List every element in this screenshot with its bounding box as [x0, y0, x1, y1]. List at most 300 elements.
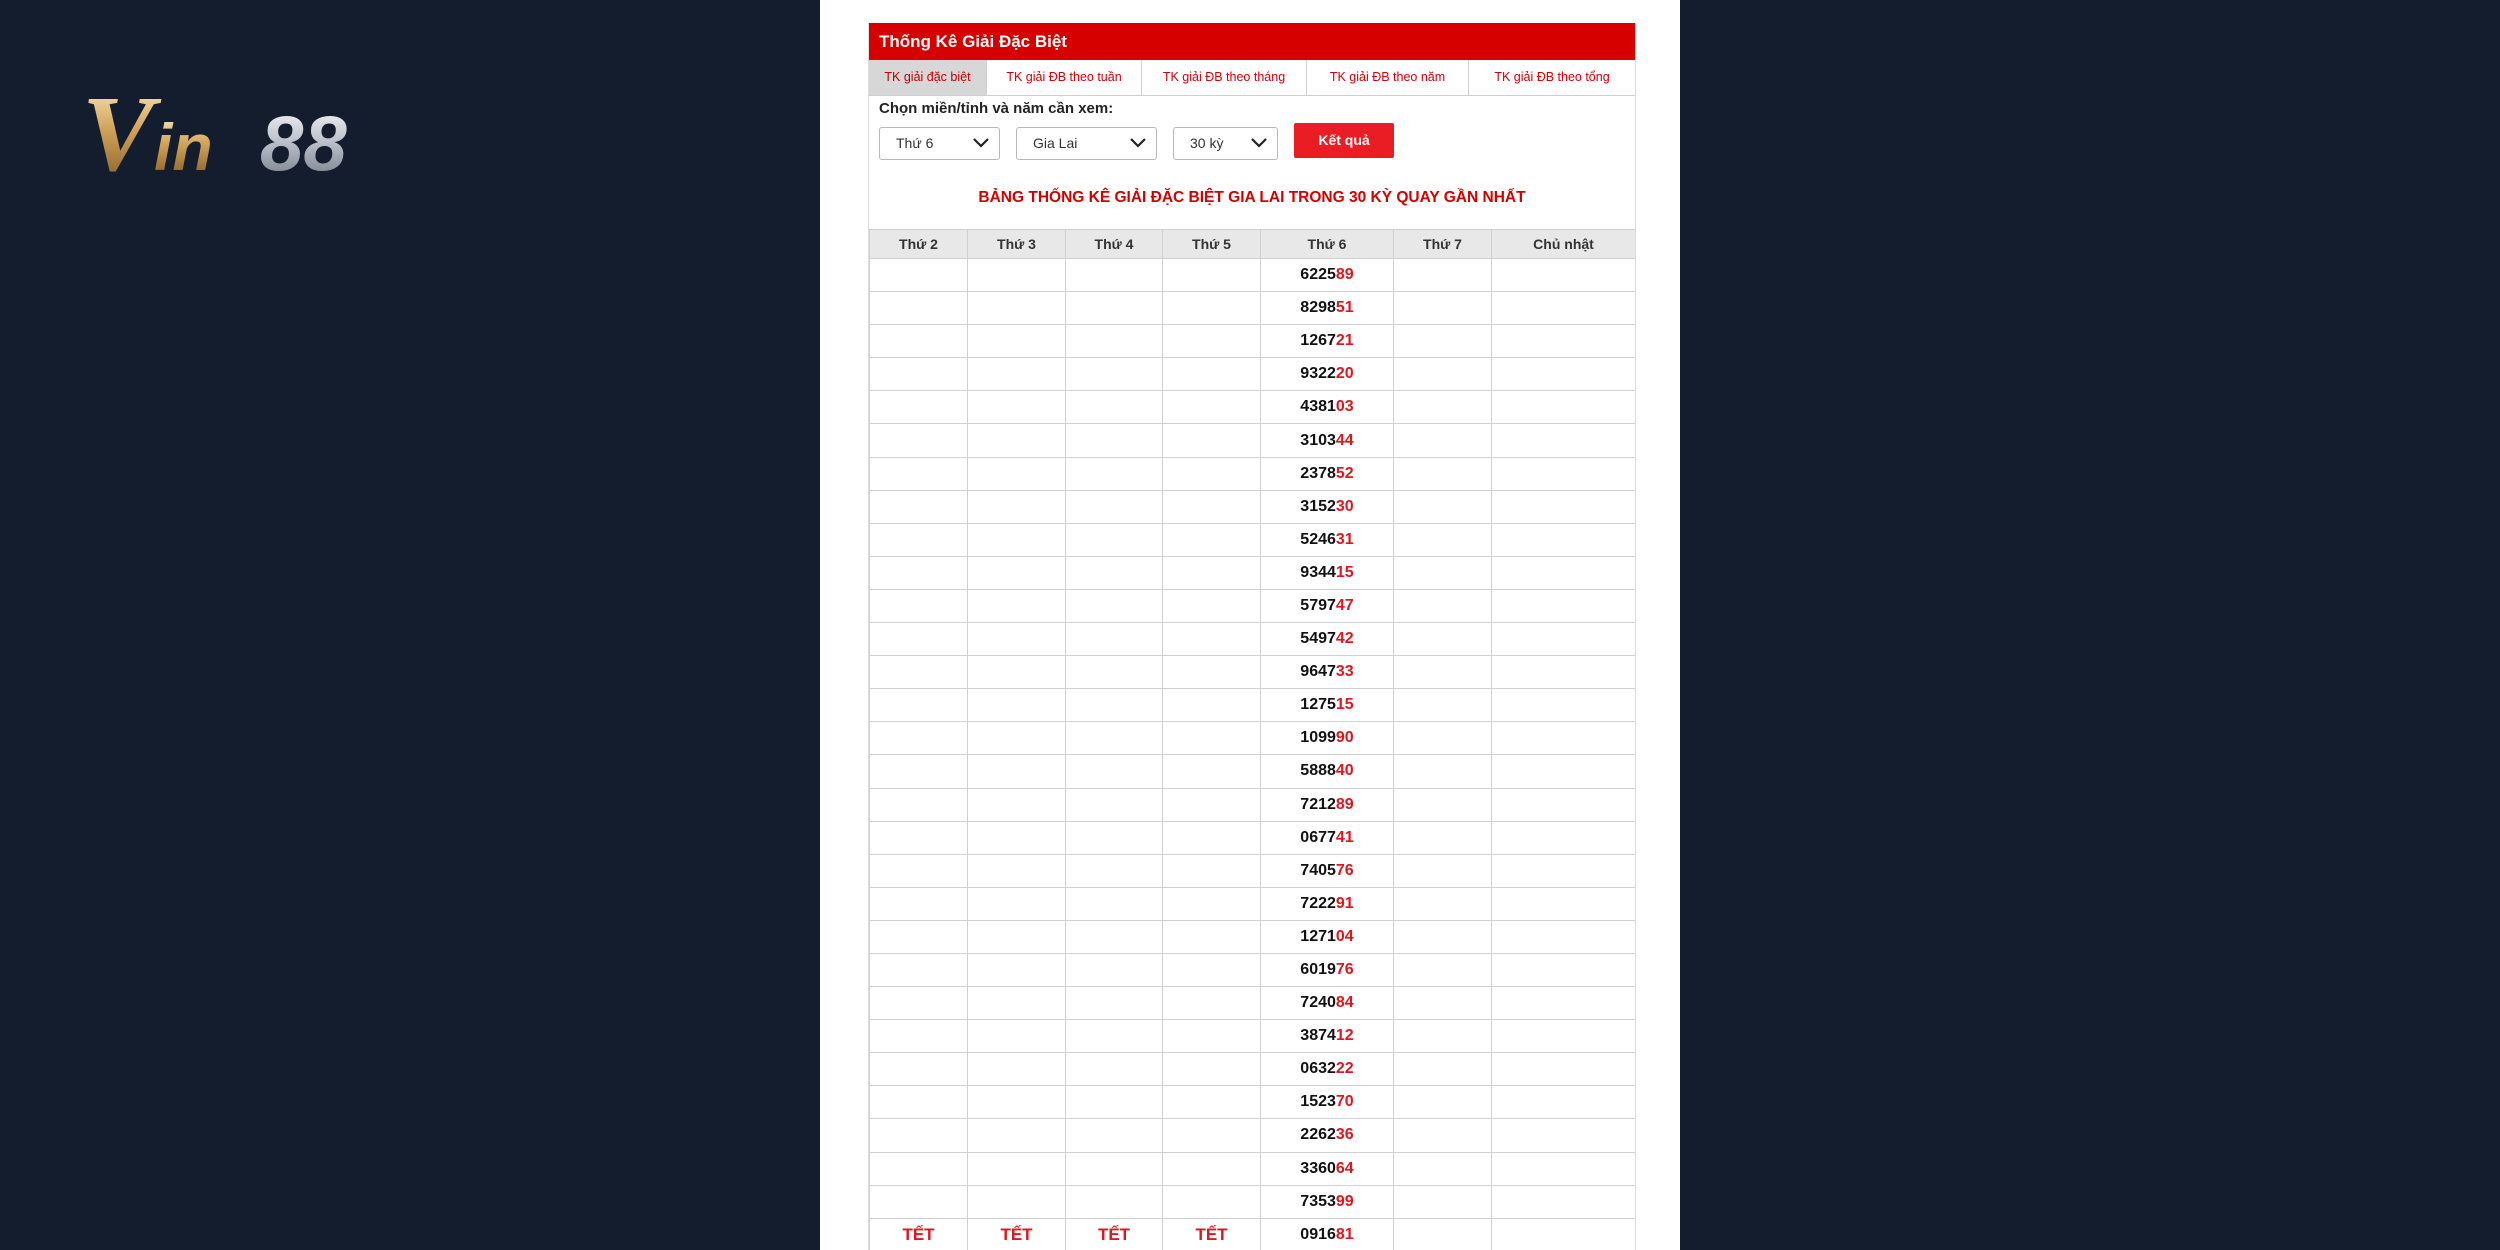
empty-cell [1163, 1086, 1261, 1119]
result-tail-digits: 70 [1335, 1093, 1354, 1111]
empty-cell [1492, 325, 1636, 358]
result-head-digits: 3874 [1300, 1027, 1336, 1045]
result-tail-digits: 84 [1335, 994, 1354, 1012]
empty-cell [1394, 953, 1492, 986]
empty-cell [870, 1053, 968, 1086]
table-row [870, 259, 1636, 292]
chevron-down-icon [1130, 138, 1146, 148]
result-head-digits: 7240 [1300, 994, 1336, 1012]
table-row [870, 689, 1636, 722]
empty-cell [1163, 1152, 1261, 1185]
empty-cell [1163, 887, 1261, 920]
result-cell [1261, 1020, 1394, 1053]
result-tail-digits: 31 [1335, 530, 1354, 548]
result-cell [1261, 623, 1394, 656]
empty-cell [1163, 325, 1261, 358]
result-head-digits: 7212 [1300, 795, 1336, 813]
empty-cell [870, 325, 968, 358]
empty-cell [968, 920, 1066, 953]
empty-cell [968, 292, 1066, 325]
empty-cell [870, 656, 968, 689]
empty-cell [968, 1020, 1066, 1053]
empty-cell [1394, 1053, 1492, 1086]
result-head-digits: 5246 [1300, 530, 1336, 548]
table-row [870, 556, 1636, 589]
result-tail-digits: 76 [1335, 961, 1354, 979]
empty-cell [968, 259, 1066, 292]
result-tail-digits: 89 [1335, 795, 1354, 813]
empty-cell [1163, 1185, 1261, 1218]
empty-cell [1492, 523, 1636, 556]
result-cell [1261, 1086, 1394, 1119]
empty-cell [1066, 1086, 1163, 1119]
results-table [869, 229, 1636, 1250]
result-tail-digits: 51 [1335, 299, 1354, 317]
empty-cell [870, 589, 968, 622]
empty-cell [1394, 1218, 1492, 1250]
day-select-value: Thứ 6 [896, 135, 934, 151]
table-row [870, 987, 1636, 1020]
empty-cell [1163, 722, 1261, 755]
empty-cell [1066, 722, 1163, 755]
column-header: Thứ 6 [1261, 230, 1394, 259]
result-head-digits: 3103 [1300, 431, 1336, 449]
table-body [870, 259, 1636, 1250]
result-head-digits: 0677 [1300, 828, 1336, 846]
result-head-digits: 2378 [1300, 464, 1336, 482]
table-row [870, 457, 1636, 490]
result-cell [1261, 920, 1394, 953]
tab-by-year[interactable]: TK giải ĐB theo năm [1307, 60, 1469, 95]
empty-cell [968, 556, 1066, 589]
tet-cell: TẾT [968, 1218, 1066, 1250]
result-head-digits: 6019 [1300, 961, 1336, 979]
empty-cell [968, 788, 1066, 821]
empty-cell [1066, 523, 1163, 556]
empty-cell [1492, 821, 1636, 854]
empty-cell [1394, 821, 1492, 854]
empty-cell [1066, 1020, 1163, 1053]
empty-cell [1163, 689, 1261, 722]
empty-cell [1163, 358, 1261, 391]
table-row [870, 358, 1636, 391]
statistics-panel [868, 23, 1636, 1250]
empty-cell [870, 457, 968, 490]
tab-special-prize[interactable]: TK giải đặc biệt [869, 60, 987, 95]
empty-cell [1394, 887, 1492, 920]
empty-cell [1163, 391, 1261, 424]
empty-cell [1394, 1185, 1492, 1218]
empty-cell [1394, 1086, 1492, 1119]
table-row [870, 1218, 1636, 1250]
empty-cell [1066, 821, 1163, 854]
filter-bar [869, 124, 1635, 162]
result-tail-digits: 33 [1335, 663, 1354, 681]
result-tail-digits: 40 [1335, 762, 1354, 780]
empty-cell [968, 325, 1066, 358]
table-row [870, 1086, 1636, 1119]
table-row [870, 788, 1636, 821]
empty-cell [1492, 920, 1636, 953]
result-cell [1261, 821, 1394, 854]
empty-cell [1163, 623, 1261, 656]
column-header: Thứ 3 [968, 230, 1066, 259]
table-row [870, 292, 1636, 325]
empty-cell [870, 953, 968, 986]
empty-cell [968, 755, 1066, 788]
table-row [870, 1152, 1636, 1185]
empty-cell [1394, 987, 1492, 1020]
result-cell [1261, 490, 1394, 523]
empty-cell [1492, 987, 1636, 1020]
empty-cell [1066, 358, 1163, 391]
empty-cell [1394, 623, 1492, 656]
empty-cell [870, 920, 968, 953]
empty-cell [1492, 854, 1636, 887]
result-tail-digits: 12 [1335, 1027, 1354, 1045]
table-row [870, 755, 1636, 788]
result-button[interactable]: Kết quả [1294, 123, 1394, 158]
result-cell [1261, 391, 1394, 424]
empty-cell [1066, 589, 1163, 622]
day-select[interactable] [879, 127, 1000, 160]
result-head-digits: 9647 [1300, 663, 1336, 681]
empty-cell [1492, 755, 1636, 788]
empty-cell [870, 556, 968, 589]
period-select-value: 30 kỳ [1190, 135, 1224, 151]
table-row [870, 589, 1636, 622]
result-head-digits: 7222 [1300, 894, 1336, 912]
panel-title: Thống Kê Giải Đặc Biệt [869, 23, 1635, 60]
table-row [870, 656, 1636, 689]
result-tail-digits: 04 [1335, 927, 1354, 945]
result-tail-digits: 44 [1335, 431, 1354, 449]
empty-cell [1066, 292, 1163, 325]
empty-cell [1492, 1020, 1636, 1053]
result-cell [1261, 1218, 1394, 1250]
result-head-digits: 9322 [1300, 365, 1336, 383]
empty-cell [1163, 556, 1261, 589]
result-head-digits: 1523 [1300, 1093, 1336, 1111]
result-cell [1261, 358, 1394, 391]
tet-cell: TẾT [1066, 1218, 1163, 1250]
empty-cell [1492, 788, 1636, 821]
result-cell [1261, 424, 1394, 457]
empty-cell [1066, 1119, 1163, 1152]
empty-cell [1394, 755, 1492, 788]
page-content [820, 0, 1680, 1250]
empty-cell [1163, 1053, 1261, 1086]
column-header: Thứ 5 [1163, 230, 1261, 259]
empty-cell [870, 1020, 968, 1053]
empty-cell [1492, 1086, 1636, 1119]
empty-cell [1066, 788, 1163, 821]
result-cell [1261, 987, 1394, 1020]
empty-cell [1163, 788, 1261, 821]
empty-cell [1394, 1020, 1492, 1053]
logo-vin-text: V [82, 75, 155, 180]
table-row [870, 1053, 1636, 1086]
empty-cell [968, 490, 1066, 523]
result-cell [1261, 1119, 1394, 1152]
tab-by-week[interactable]: TK giải ĐB theo tuần [987, 60, 1142, 95]
empty-cell [1394, 358, 1492, 391]
empty-cell [1394, 292, 1492, 325]
empty-cell [1492, 953, 1636, 986]
empty-cell [1163, 656, 1261, 689]
empty-cell [968, 358, 1066, 391]
empty-cell [1492, 656, 1636, 689]
empty-cell [1066, 887, 1163, 920]
table-header-row [870, 230, 1636, 259]
empty-cell [968, 1119, 1066, 1152]
result-head-digits: 5497 [1300, 630, 1336, 648]
tab-by-month[interactable]: TK giải ĐB theo tháng [1142, 60, 1307, 95]
empty-cell [1394, 788, 1492, 821]
column-header: Thứ 7 [1394, 230, 1492, 259]
result-cell [1261, 953, 1394, 986]
empty-cell [1492, 259, 1636, 292]
result-tail-digits: 36 [1335, 1126, 1354, 1144]
result-head-digits: 3360 [1300, 1159, 1336, 1177]
empty-cell [870, 722, 968, 755]
empty-cell [1163, 589, 1261, 622]
empty-cell [1394, 920, 1492, 953]
column-header: Chủ nhật [1492, 230, 1636, 259]
empty-cell [1066, 689, 1163, 722]
table-row [870, 1185, 1636, 1218]
empty-cell [968, 623, 1066, 656]
result-cell [1261, 556, 1394, 589]
empty-cell [1492, 556, 1636, 589]
empty-cell [1394, 391, 1492, 424]
table-row [870, 821, 1636, 854]
vin88-logo [82, 70, 442, 180]
empty-cell [968, 1152, 1066, 1185]
table-row [870, 490, 1636, 523]
result-tail-digits: 42 [1335, 630, 1354, 648]
chevron-down-icon [1251, 138, 1267, 148]
province-select-value: Gia Lai [1033, 135, 1078, 151]
result-cell [1261, 325, 1394, 358]
result-tail-digits: 90 [1335, 729, 1354, 747]
province-select[interactable] [1016, 127, 1157, 160]
result-tail-digits: 52 [1335, 464, 1354, 482]
empty-cell [870, 755, 968, 788]
empty-cell [1163, 490, 1261, 523]
empty-cell [1163, 755, 1261, 788]
empty-cell [870, 821, 968, 854]
empty-cell [1492, 722, 1636, 755]
empty-cell [1066, 391, 1163, 424]
table-row [870, 887, 1636, 920]
empty-cell [1394, 1152, 1492, 1185]
empty-cell [968, 1086, 1066, 1119]
period-select[interactable] [1173, 127, 1278, 160]
empty-cell [870, 358, 968, 391]
empty-cell [968, 887, 1066, 920]
result-tail-digits: 20 [1335, 365, 1354, 383]
result-tail-digits: 81 [1335, 1225, 1354, 1243]
empty-cell [1066, 1152, 1163, 1185]
result-tail-digits: 21 [1335, 332, 1354, 350]
empty-cell [968, 953, 1066, 986]
column-header: Thứ 2 [870, 230, 968, 259]
empty-cell [870, 1086, 968, 1119]
result-tail-digits: 15 [1335, 563, 1354, 581]
empty-cell [1492, 292, 1636, 325]
logo-88-text: 88 [260, 99, 347, 180]
empty-cell [1492, 391, 1636, 424]
result-cell [1261, 457, 1394, 490]
empty-cell [870, 490, 968, 523]
empty-cell [1394, 556, 1492, 589]
empty-cell [1066, 987, 1163, 1020]
result-head-digits: 7405 [1300, 861, 1336, 879]
result-head-digits: 0632 [1300, 1060, 1336, 1078]
empty-cell [968, 656, 1066, 689]
empty-cell [1492, 1053, 1636, 1086]
empty-cell [1394, 689, 1492, 722]
table-row [870, 391, 1636, 424]
empty-cell [1163, 953, 1261, 986]
empty-cell [1394, 854, 1492, 887]
empty-cell [870, 424, 968, 457]
empty-cell [1066, 457, 1163, 490]
result-head-digits: 7353 [1300, 1192, 1336, 1210]
empty-cell [968, 424, 1066, 457]
empty-cell [1163, 292, 1261, 325]
result-cell [1261, 1185, 1394, 1218]
empty-cell [870, 523, 968, 556]
empty-cell [1394, 589, 1492, 622]
empty-cell [1066, 1053, 1163, 1086]
empty-cell [1492, 589, 1636, 622]
result-head-digits: 1099 [1300, 729, 1336, 747]
empty-cell [1492, 1152, 1636, 1185]
result-cell [1261, 1053, 1394, 1086]
empty-cell [968, 391, 1066, 424]
result-head-digits: 2262 [1300, 1126, 1336, 1144]
empty-cell [1492, 623, 1636, 656]
empty-cell [1394, 722, 1492, 755]
result-cell [1261, 887, 1394, 920]
table-row [870, 854, 1636, 887]
svg-text:in: in [154, 110, 213, 180]
empty-cell [1163, 424, 1261, 457]
result-tail-digits: 03 [1335, 398, 1354, 416]
empty-cell [1163, 523, 1261, 556]
result-head-digits: 6225 [1300, 266, 1336, 284]
result-head-digits: 1271 [1300, 927, 1336, 945]
empty-cell [870, 1152, 968, 1185]
empty-cell [1492, 457, 1636, 490]
empty-cell [1492, 490, 1636, 523]
tab-by-total[interactable]: TK giải ĐB theo tổng [1494, 70, 1610, 84]
chevron-down-icon [973, 138, 989, 148]
empty-cell [1163, 987, 1261, 1020]
empty-cell [1492, 887, 1636, 920]
result-cell [1261, 656, 1394, 689]
table-title: BẢNG THỐNG KÊ GIẢI ĐẶC BIỆT GIA LAI TRONG 30 KỲ QUAY GẦN NHẤT [978, 189, 1526, 206]
empty-cell [870, 623, 968, 656]
empty-cell [1492, 689, 1636, 722]
empty-cell [1066, 259, 1163, 292]
result-tail-digits: 76 [1335, 861, 1354, 879]
empty-cell [1163, 1020, 1261, 1053]
result-tail-digits: 91 [1335, 894, 1354, 912]
empty-cell [968, 457, 1066, 490]
empty-cell [1394, 325, 1492, 358]
empty-cell [1066, 656, 1163, 689]
result-tail-digits: 47 [1335, 596, 1354, 614]
table-row [870, 920, 1636, 953]
result-cell [1261, 523, 1394, 556]
result-head-digits: 5797 [1300, 596, 1336, 614]
empty-cell [870, 292, 968, 325]
empty-cell [870, 887, 968, 920]
empty-cell [1163, 259, 1261, 292]
empty-cell [1066, 490, 1163, 523]
result-tail-digits: 22 [1335, 1060, 1354, 1078]
result-cell [1261, 589, 1394, 622]
result-tail-digits: 99 [1335, 1192, 1354, 1210]
empty-cell [1492, 424, 1636, 457]
result-cell [1261, 292, 1394, 325]
empty-cell [1066, 623, 1163, 656]
empty-cell [968, 854, 1066, 887]
empty-cell [968, 821, 1066, 854]
empty-cell [1163, 920, 1261, 953]
result-cell [1261, 755, 1394, 788]
empty-cell [1163, 821, 1261, 854]
table-row [870, 325, 1636, 358]
result-tail-digits: 41 [1335, 828, 1354, 846]
empty-cell [968, 722, 1066, 755]
result-head-digits: 5888 [1300, 762, 1336, 780]
empty-cell [968, 987, 1066, 1020]
empty-cell [870, 788, 968, 821]
empty-cell [1394, 1119, 1492, 1152]
result-head-digits: 3152 [1300, 497, 1336, 515]
empty-cell [968, 689, 1066, 722]
empty-cell [870, 1185, 968, 1218]
result-tail-digits: 89 [1335, 266, 1354, 284]
result-tail-digits: 30 [1335, 497, 1354, 515]
empty-cell [1066, 424, 1163, 457]
empty-cell [1066, 1185, 1163, 1218]
result-cell [1261, 259, 1394, 292]
table-row [870, 523, 1636, 556]
result-cell [1261, 854, 1394, 887]
empty-cell [1163, 854, 1261, 887]
result-cell [1261, 689, 1394, 722]
result-head-digits: 9344 [1300, 563, 1336, 581]
empty-cell [1066, 325, 1163, 358]
table-row [870, 623, 1636, 656]
result-tail-digits: 15 [1335, 696, 1354, 714]
empty-cell [1066, 920, 1163, 953]
tet-cell: TẾT [1163, 1218, 1261, 1250]
result-head-digits: 1275 [1300, 696, 1336, 714]
empty-cell [1066, 953, 1163, 986]
result-head-digits: 4381 [1300, 398, 1336, 416]
table-row [870, 1020, 1636, 1053]
empty-cell [1163, 457, 1261, 490]
empty-cell [1492, 1185, 1636, 1218]
empty-cell [1066, 755, 1163, 788]
result-cell [1261, 1152, 1394, 1185]
